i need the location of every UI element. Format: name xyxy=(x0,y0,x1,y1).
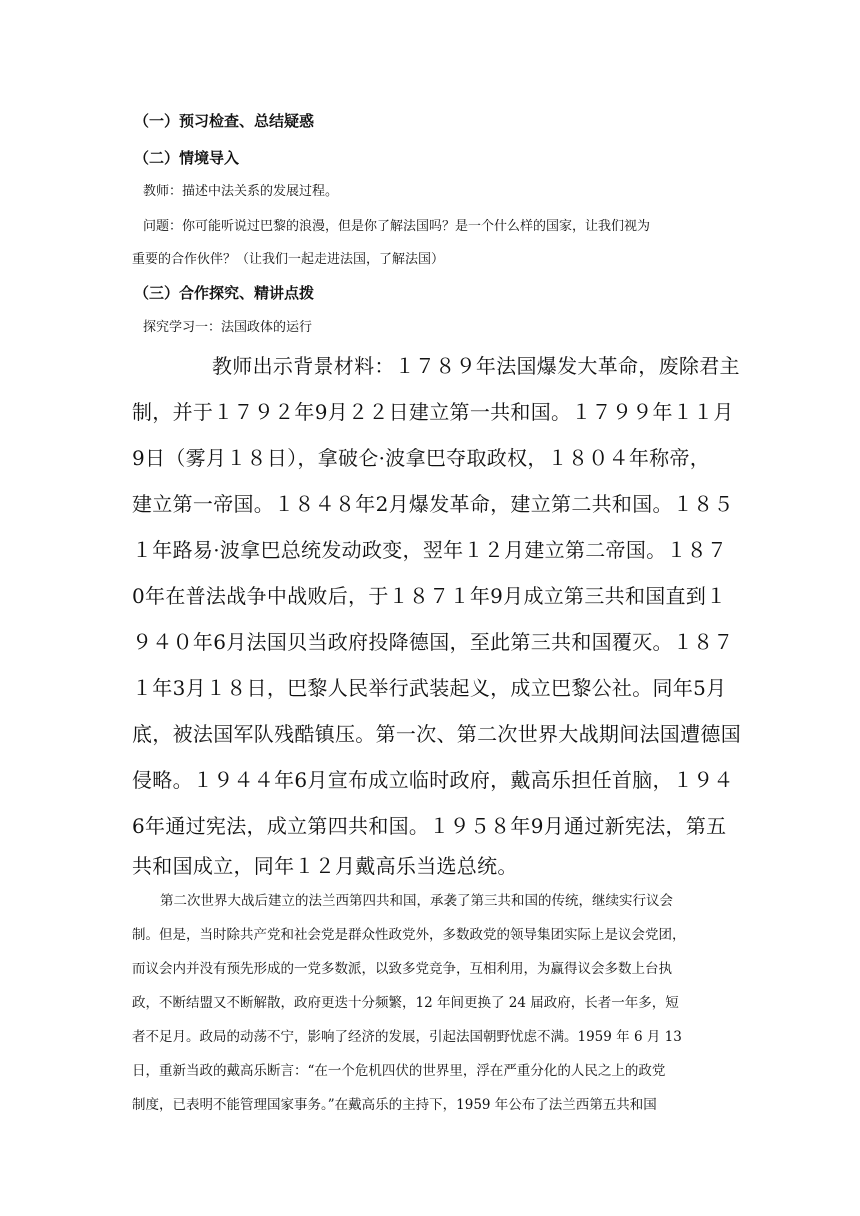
material-line: １年3月１８日，巴黎人民举行武装起义，成立巴黎公社。同年5月 xyxy=(132,676,727,700)
paragraph-line: 制度，已表明不能管理国家事务。”在戴高乐的主持下，1959 年公布了法兰西第五共和国 xyxy=(132,1097,657,1113)
material-line: 6年通过宪法，成立第四共和国。１９５８年9月通过新宪法，第五 xyxy=(132,814,727,838)
heading-situation-intro: （二）情境导入 xyxy=(134,149,240,167)
paragraph-line: 而议会内并没有预先形成的一党多数派，以致多党竞争，互相利用，为赢得议会多数上台执 xyxy=(132,961,672,977)
explore-one-title: 探究学习一：法国政体的运行 xyxy=(143,320,313,335)
material-line: ９４０年6月法国贝当政府投降德国，至此第三共和国覆灭。１８７ xyxy=(132,630,734,654)
paragraph-line: 制。但是，当时除共产党和社会党是群众性政党外，多数政党的领导集团实际上是议会党团， xyxy=(132,927,686,943)
heading-cooperative-inquiry: （三）合作探究、精讲点拨 xyxy=(134,284,315,302)
material-line: 建立第一帝国。１８４８年2月爆发革命，建立第二共和国。１８５ xyxy=(132,492,734,516)
material-line: 制，并于１７９２年9月２２日建立第一共和国。１７９９年１１月 xyxy=(132,400,734,424)
paragraph-line: 日，重新当政的戴高乐断言：“在一个危机四伏的世界里，浮在严重分化的人民之上的政党 xyxy=(132,1063,666,1079)
material-line: 0年在普法战争中战败后，于１８７１年9月成立第三共和国直到１ xyxy=(132,584,727,608)
question-line-1: 问题：你可能听说过巴黎的浪漫，但是你了解法国吗？是一个什么样的国家，让我们视为 xyxy=(143,219,651,234)
material-line: 侵略。１９４４年6月宣布成立临时政府，戴高乐担任首脑，１９４ xyxy=(132,768,734,792)
material-line: 共和国成立，同年１２月戴高乐当选总统。 xyxy=(132,854,518,878)
material-line: １年路易·波拿巴总统发动政变，翌年１２月建立第二帝国。１８７ xyxy=(132,538,728,562)
heading-preview-check: （一）预习检查、总结疑惑 xyxy=(134,112,315,130)
paragraph-line: 政，不断结盟又不断解散，政府更迭十分频繁，12 年间更换了 24 届政府，长者一年多，短 xyxy=(132,995,679,1011)
question-line-2: 重要的合作伙伴？（让我们一起走进法国，了解法国） xyxy=(132,252,445,267)
teacher-line: 教师：描述中法关系的发展过程。 xyxy=(143,184,339,199)
material-line: 底，被法国军队残酷镇压。第一次、第二次世界大战期间法国遭德国 xyxy=(132,722,741,746)
material-line: 9日（雾月１８日），拿破仑·波拿巴夺取政权，１８０４年称帝， xyxy=(132,446,711,470)
paragraph-line: 第二次世界大战后建立的法兰西第四共和国，承袭了第三共和国的传统，继续实行议会 xyxy=(160,893,673,909)
material-line: 教师出示背景材料：１７８９年法国爆发大革命，废除君主 xyxy=(212,354,740,378)
paragraph-line: 者不足月。政局的动荡不宁，影响了经济的发展，引起法国朝野忧虑不满。1959 年 6 月 13 xyxy=(132,1029,682,1045)
